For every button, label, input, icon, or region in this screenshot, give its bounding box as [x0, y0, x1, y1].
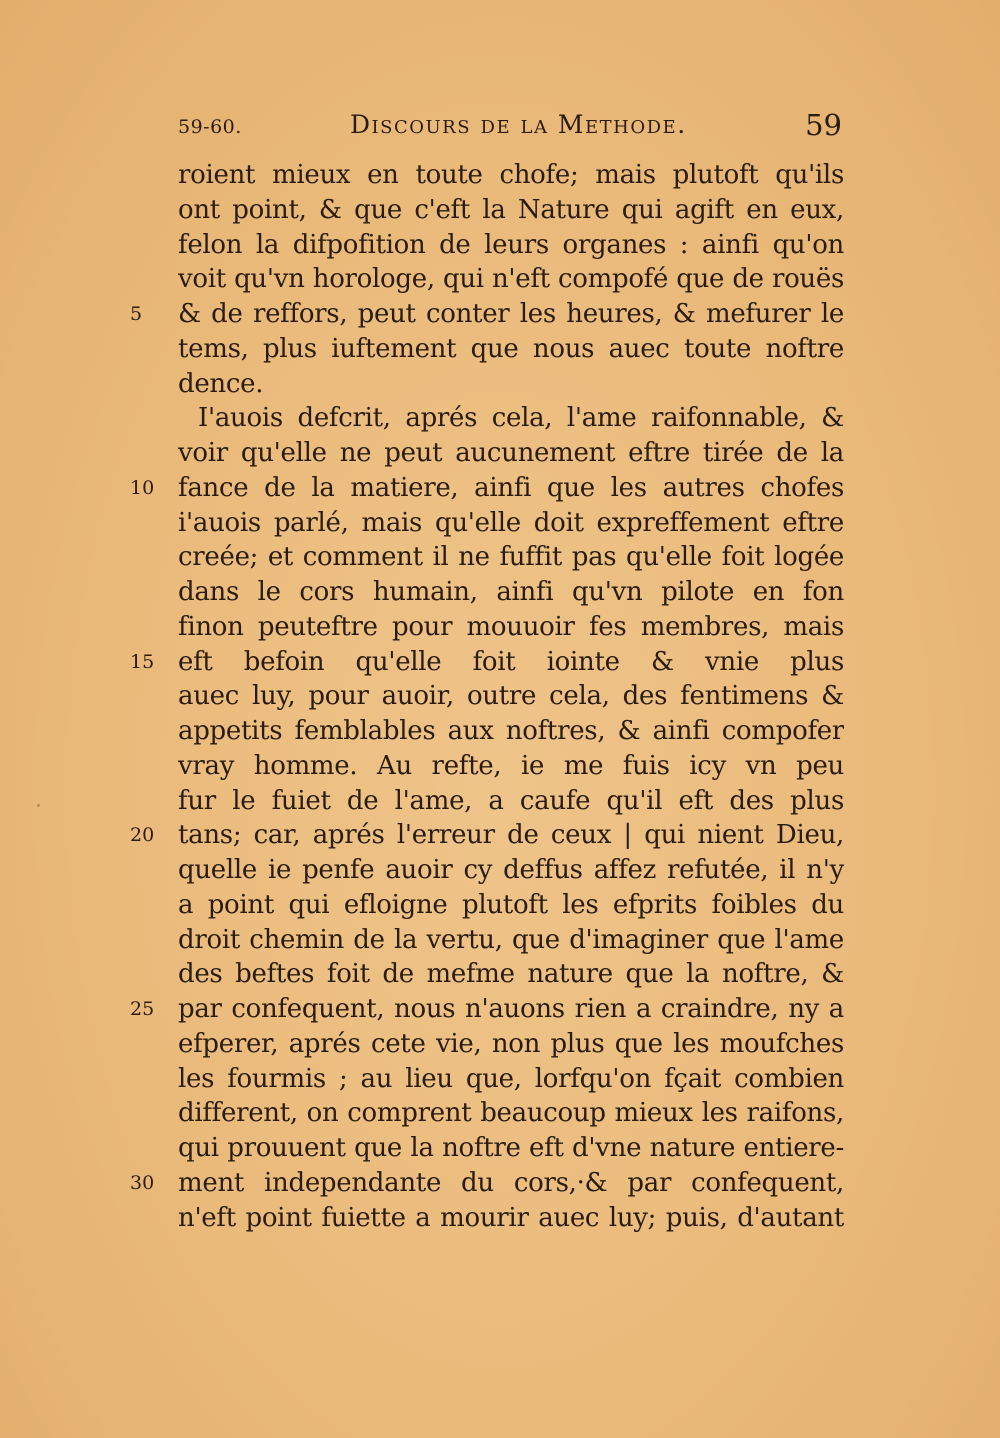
line-text: les fourmis ; au lieu que, lorfqu'on fçait combien: [178, 1063, 844, 1094]
line-text: vray homme. Au refte, ie me fuis icy vn peu: [178, 750, 844, 781]
text-line: [178, 714, 844, 749]
line-text: voit qu'vn horologe, qui n'eft compofé que de rouës: [178, 264, 844, 295]
text-line: [178, 1027, 844, 1062]
text-line: [178, 262, 844, 297]
text-line: [178, 540, 844, 575]
line-number: 30: [130, 1171, 155, 1194]
line-text: fance de la matiere, ainfi que les autres chofes: [178, 472, 844, 503]
line-text: dence.: [178, 368, 264, 399]
text-line: [130, 818, 844, 853]
line-number: 5: [130, 303, 143, 325]
line-text: a point qui efloigne plutoft les efprits foibles du: [178, 889, 844, 920]
text-line: [130, 1166, 844, 1201]
body-text: [130, 158, 844, 1235]
text-line: [178, 1062, 844, 1097]
line-text: auec luy, pour auoir, outre cela, des fentimens &: [178, 681, 844, 712]
line-text: & de reffors, peut conter les heures, & mefurer le: [178, 299, 844, 329]
line-text: dans le cors humain, ainfi qu'vn pilote en fon: [178, 577, 844, 607]
line-number: 10: [130, 476, 155, 499]
line-text: eft befoin qu'elle foit iointe & vnie plus: [178, 646, 844, 677]
text-line: [178, 436, 844, 471]
text-line: [178, 888, 844, 923]
text-line: [178, 193, 844, 228]
line-text: creée; et comment il ne fuffit pas qu'elle foit logée: [178, 542, 844, 573]
paper-speck: [37, 804, 40, 807]
text-line: [130, 471, 844, 506]
line-text: ment independante du cors,·& par confequent,: [178, 1167, 844, 1198]
running-head: [178, 110, 844, 150]
text-line: [178, 158, 844, 193]
line-text: n'eft point fuiette a mourir auec luy; puis, d'autant: [178, 1202, 844, 1233]
text-line: [178, 228, 844, 263]
line-text: felon la difpofition de leurs organes : ainfi qu'on: [178, 229, 844, 260]
line-text: appetits femblables aux noftres, & ainfi compofer: [178, 716, 844, 746]
line-number: 25: [130, 998, 155, 1020]
line-text: droit chemin de la vertu, que d'imaginer que l'ame: [178, 924, 844, 955]
text-line: [178, 332, 844, 367]
line-text: fur le fuiet de l'ame, a caufe qu'il eft des plus: [178, 785, 844, 816]
text-line: [178, 679, 844, 714]
line-text: finon peuteftre pour mouuoir fes membres, mais: [178, 611, 844, 642]
line-text: roient mieux en toute chofe; mais plutoft qu'ils: [178, 160, 844, 190]
text-line: [178, 1201, 844, 1236]
text-line: [178, 923, 844, 958]
text-line: [178, 749, 844, 784]
text-line: [178, 506, 844, 541]
text-line: [130, 645, 844, 680]
line-text: I'auois defcrit, aprés cela, l'ame raifonnable, &: [198, 403, 844, 434]
line-text: tans; car, aprés l'erreur de ceux | qui nient Dieu,: [178, 820, 844, 851]
line-text: par confequent, nous n'auons rien a craindre, ny a: [178, 994, 844, 1024]
text-line: [178, 401, 844, 436]
line-text: different, on comprent beaucoup mieux les raifons,: [178, 1098, 844, 1129]
text-line: [178, 367, 844, 402]
running-title: Discours de la Methode.: [350, 110, 687, 139]
line-number: 15: [130, 650, 155, 673]
line-text: qui prouuent que la noftre eft d'vne nature entiere-: [178, 1133, 844, 1163]
text-line: [178, 610, 844, 645]
text-line: [130, 992, 844, 1027]
line-number: 20: [130, 824, 155, 847]
text-line: [178, 853, 844, 888]
line-text: voir qu'elle ne peut aucunement eftre tirée de la: [178, 438, 844, 468]
text-line: [178, 575, 844, 610]
line-text: tems, plus iuftement que nous auec toute noftre: [178, 333, 844, 364]
line-text: ont point, & que c'eft la Nature qui agift en eux,: [178, 194, 844, 225]
line-text: efperer, aprés cete vie, non plus que les moufches: [178, 1028, 844, 1059]
text-line: [130, 297, 844, 332]
text-line: [178, 1131, 844, 1166]
text-line: [178, 957, 844, 992]
text-line: [178, 1096, 844, 1131]
folio-range: 59-60.: [178, 116, 242, 138]
line-text: quelle ie penfe auoir cy deffus affez refutée, il n'y: [178, 855, 844, 885]
line-text: des beftes foit de mefme nature que la noftre, &: [178, 959, 844, 990]
text-line: [178, 784, 844, 819]
page-number: 59: [805, 108, 842, 142]
line-text: i'auois parlé, mais qu'elle doit expreffement eftre: [178, 507, 844, 538]
